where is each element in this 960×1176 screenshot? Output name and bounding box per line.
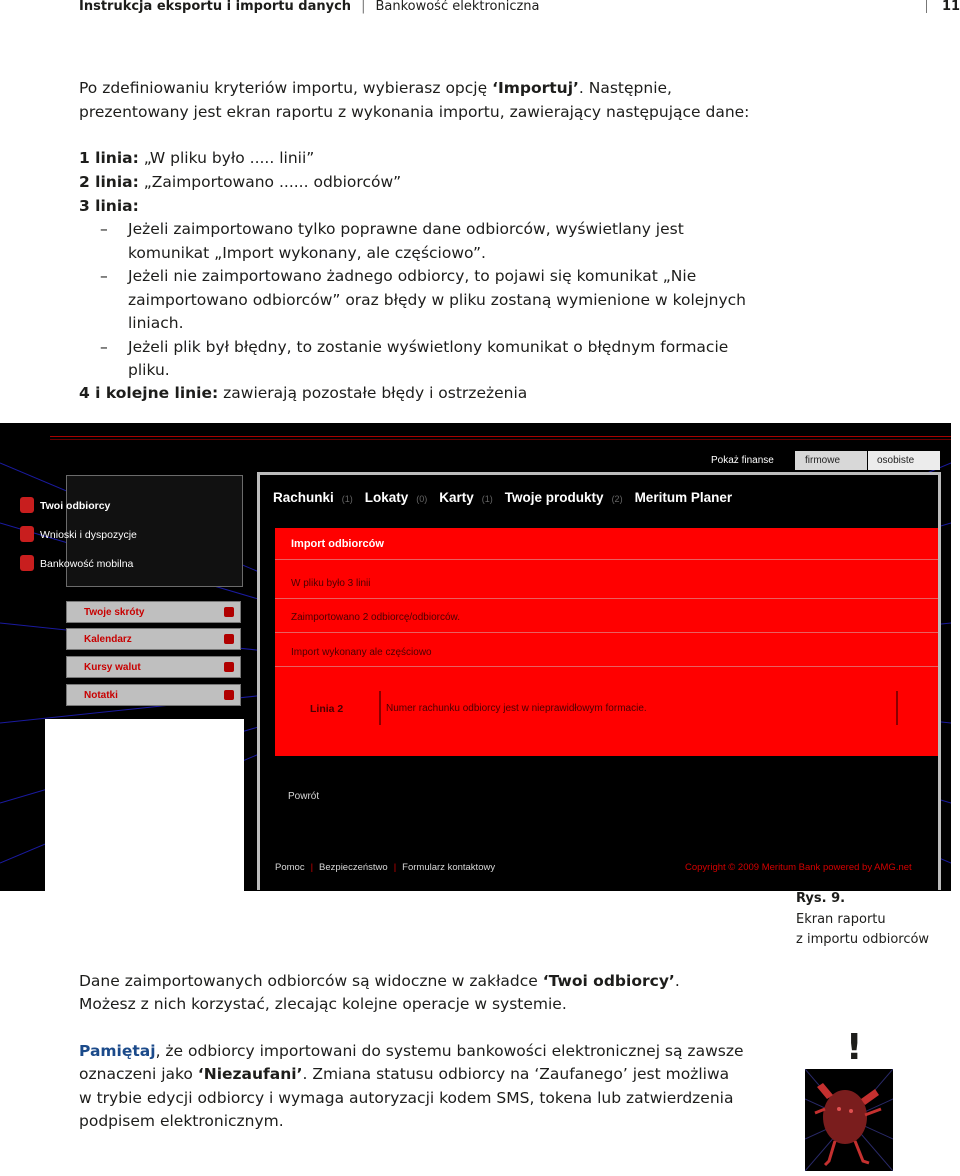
copyright: Copyright © 2009 Meritum Bank powered by AMG.net [685,862,912,873]
error-message: Numer rachunku odbiorcy jest w nieprawidłowym formacie. [386,703,647,714]
nav-deposits: Lokaty [364,490,409,505]
sidebar-item-recipients: Twoi odbiorcy [40,500,111,512]
report-message-1: W pliku było 3 linii [291,578,371,589]
intro-line-1: Po zdefiniowaniu kryteriów importu, wybierasz opcję ‘Importuj’. Następnie, [79,79,672,97]
exclamation-mark: ! [846,1027,863,1068]
bullet-dash: – [100,220,108,238]
nav-cards: Karty [439,490,474,505]
warning-illustration [805,1069,893,1171]
bullet-3-line-2: pliku. [128,361,170,379]
error-row-border [896,691,898,725]
document-subtitle: Bankowość elektroniczna [375,0,540,14]
main-navigation: Rachunki (1) Lokaty (0) Karty (1) Twoje produkty (2) Meritum Planer [273,490,733,505]
character-icon [805,1069,893,1171]
calendar-button: Kalendarz [66,628,241,650]
bullet-dash: – [100,267,108,285]
sidebar-item-mobile: Bankowość mobilna [40,558,134,570]
line-2-description: 2 linia: „Zaimportowano ...... odbiorców” [79,173,402,191]
error-row-border [379,691,381,725]
top-border-line [50,439,951,440]
page-number-divider [926,0,927,13]
line-4-description: 4 i kolejne linie: zawierają pozostałe błędy i ostrzeżenia [79,384,528,402]
page-number: 11 [942,0,960,14]
bullet-1-line-1: Jeżeli zaimportowano tylko poprawne dane odbiorców, wyświetlany jest [128,220,684,238]
intro-line-2: prezentowany jest ekran raportu z wykonania importu, zawierający następujące dane: [79,103,750,121]
recipients-icon [20,497,34,513]
tab-osobiste: osobiste [868,451,940,470]
exchange-rates-button: Kursy walut [66,656,241,678]
line-3-label: 3 linia: [79,197,139,215]
shortcuts-button: Twoje skróty [66,601,241,623]
note-line-3: w trybie edycji odbiorcy i wymaga autoryzacji kodem SMS, tokena lub zatwierdzenia [79,1089,734,1107]
panel-divider [275,559,938,560]
nav-planner: Meritum Planer [634,490,733,505]
after-line-2: Możesz z nich korzystać, zlecając kolejne operacje w systemie. [79,995,567,1013]
bullet-1-line-2: komunikat „Import wykonany, ale częściowo”. [128,244,486,262]
nav-products: Twoje produkty [504,490,604,505]
panel-divider [275,598,938,599]
document-title: Instrukcja eksportu i importu danych [79,0,352,14]
bullet-2-line-3: liniach. [128,314,184,332]
line-1-description: 1 linia: „W pliku było ..... linii” [79,149,315,167]
note-line-4: podpisem elektronicznym. [79,1112,284,1130]
notes-button: Notatki [66,684,241,706]
expand-icon [224,690,234,700]
note-line-2: oznaczeni jako ‘Niezaufani’. Zmiana statusu odbiorcy na ‘Zaufanego’ jest możliwa [79,1065,730,1083]
nav-accounts: Rachunki [273,490,334,505]
note-line-1: Pamiętaj, że odbiorcy importowani do systemu bankowości elektronicznej są zawsze [79,1042,744,1060]
import-report-panel [275,528,938,756]
requests-icon [20,526,34,542]
running-header [79,0,540,14]
mobile-icon [20,555,34,571]
figure-caption: Ekran raportu z importu odbiorców [796,912,930,947]
back-link: Powrót [288,791,320,802]
blank-area [45,719,244,891]
expand-icon [224,607,234,617]
panel-divider [275,632,938,633]
after-line-1: Dane zaimportowanych odbiorców są widoczne w zakładce ‘Twoi odbiorcy’. [79,972,680,990]
report-message-2: Zaimportowano 2 odbiorcę/odbiorców. [291,612,460,623]
error-line-label: Linia 2 [310,703,344,715]
show-finances-link: Pokaż finanse [711,455,774,466]
sidebar-item-requests: Wnioski i dyspozycje [40,529,137,541]
bullet-3-line-1: Jeżeli plik był błędny, to zostanie wyświetlony komunikat o błędnym formacie [128,338,729,356]
tab-firmowe: firmowe [795,451,867,470]
expand-icon [224,662,234,672]
top-border-line [50,436,951,437]
header-separator: | [361,0,366,14]
report-message-3: Import wykonany ale częściowo [291,647,432,658]
bullet-2-line-1: Jeżeli nie zaimportowano żadnego odbiorcy, to pojawi się komunikat „Nie [128,267,697,285]
bullet-2-line-2: zaimportowano odbiorców” oraz błędy w pliku zostaną wymienione w kolejnych [128,291,746,309]
panel-title: Import odbiorców [291,538,384,550]
import-report-screenshot [0,423,951,891]
bullet-dash: – [100,338,108,356]
figure-label: Rys. 9. [796,891,846,906]
footer-links: Pomoc | Bezpieczeństwo | Formularz kontaktowy [275,862,496,873]
expand-icon [224,634,234,644]
panel-divider [275,666,938,667]
